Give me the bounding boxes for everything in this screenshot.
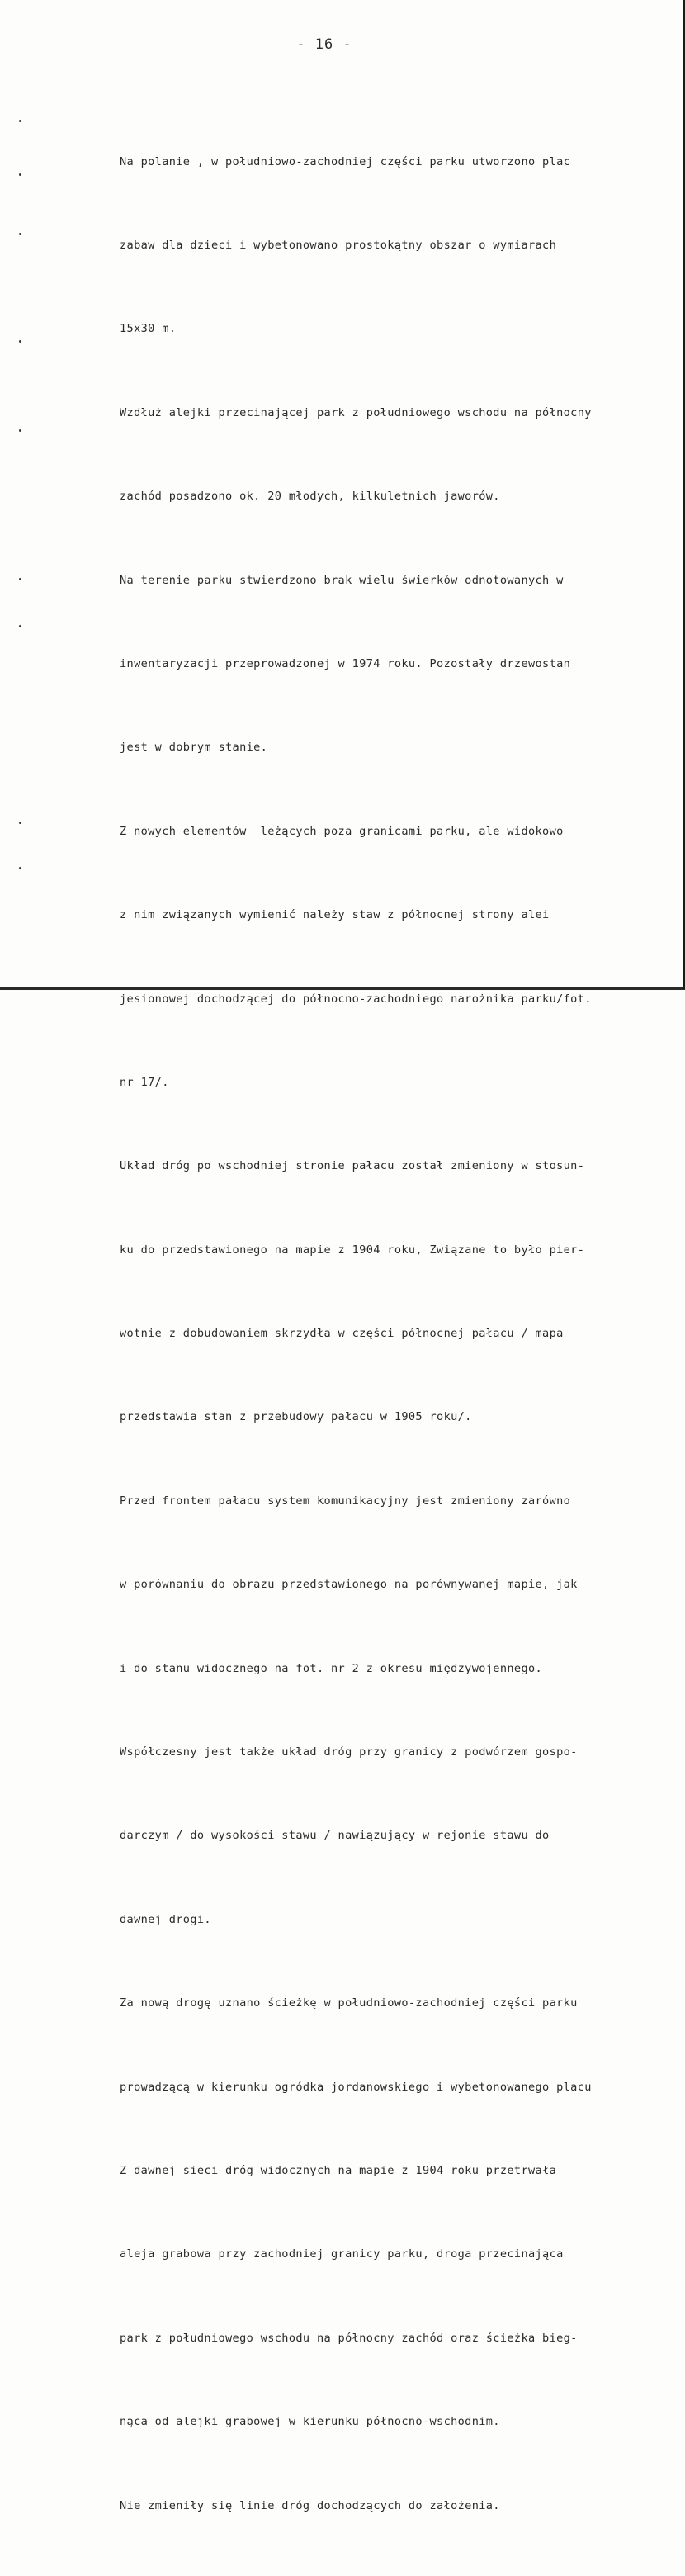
- text-line: jesionowej dochodzącej do północno-zachodniego narożnika parku/fot.: [120, 992, 592, 1006]
- margin-dot: [19, 233, 21, 235]
- text-line: 15x30 m.: [120, 322, 177, 336]
- text-line: Na polanie , w południowo-zachodniej części parku utworzono plac: [120, 154, 571, 168]
- text-line: jest w dobrym stanie.: [120, 741, 268, 755]
- text-line: Za nową drogę uznano ścieżkę w południowo-zachodniej części parku: [120, 1996, 578, 2010]
- text-line: ku do przedstawionego na mapie z 1904 roku, Związane to było pier-: [120, 1243, 585, 1257]
- text-line: z nim związanych wymienić należy staw z północnej strony alei: [120, 908, 550, 922]
- text-line: w porównaniu do obrazu przedstawionego na porównywanej mapie, jak: [120, 1578, 578, 1592]
- text-line: wotnie z dobudowaniem skrzydła w części północnej pałacu / mapa: [120, 1327, 564, 1341]
- text-line: Z nowych elementów leżących poza granicami parku, ale widokowo: [120, 824, 564, 838]
- text-line: Współczesny jest także układ dróg przy granicy z podwórzem gospo-: [120, 1745, 578, 1759]
- text-line: darczym / do wysokości stawu / nawiązujący w rejonie stawu do: [120, 1829, 550, 1843]
- page-number: - 16 -: [296, 36, 352, 53]
- margin-dot: [19, 340, 21, 343]
- margin-dot: [19, 578, 21, 580]
- text-line: nr 17/.: [120, 1075, 169, 1089]
- text-line: aleja grabowa przy zachodniej granicy parku, droga przecinająca: [120, 2247, 564, 2261]
- text-line: nąca od alejki grabowej w kierunku północno-wschodnim.: [120, 2415, 500, 2429]
- margin-dot: [19, 120, 21, 122]
- text-line: inwentaryzacji przeprowadzonej w 1974 roku. Pozostały drzewostan: [120, 656, 571, 670]
- margin-dot: [19, 625, 21, 627]
- text-line: przedstawia stan z przebudowy pałacu w 1905 roku/.: [120, 1410, 472, 1424]
- margin-dot: [19, 822, 21, 824]
- text-line: Przed frontem pałacu system komunikacyjny jest zmieniony zarówno: [120, 1494, 571, 1508]
- text-line: Wzdłuż alejki przecinającej park z południowego wschodu na północny: [120, 405, 592, 419]
- text-line: i do stanu widocznego na fot. nr 2 z okresu międzywojennego.: [120, 1661, 543, 1675]
- text-line: park z południowego wschodu na północny zachód oraz ścieżka bieg-: [120, 2331, 578, 2345]
- text-line: Na terenie parku stwierdzono brak wielu świerków odnotowanych w: [120, 573, 564, 587]
- text-line: Układ dróg po wschodniej stronie pałacu został zmieniony w stosun-: [120, 1159, 585, 1173]
- margin-dot: [19, 429, 21, 432]
- text-line: Z dawnej sieci dróg widocznych na mapie z 1904 roku przetrwała: [120, 2163, 557, 2177]
- text-line: prowadzącą w kierunku ogródka jordanowskiego i wybetonowanego placu: [120, 2080, 592, 2094]
- margin-dot: [19, 173, 21, 176]
- text-line: zabaw dla dzieci i wybetonowano prostokątny obszar o wymiarach: [120, 238, 557, 252]
- text-line: Nie zmieniły się linie dróg dochodzących do założenia.: [120, 2498, 500, 2512]
- text-line: zachód posadzono ok. 20 młodych, kilkuletnich jaworów.: [120, 490, 500, 504]
- body-text: [120, 92, 683, 2576]
- text-line: dawnej drogi.: [120, 1912, 211, 1926]
- margin-dot: [19, 867, 21, 869]
